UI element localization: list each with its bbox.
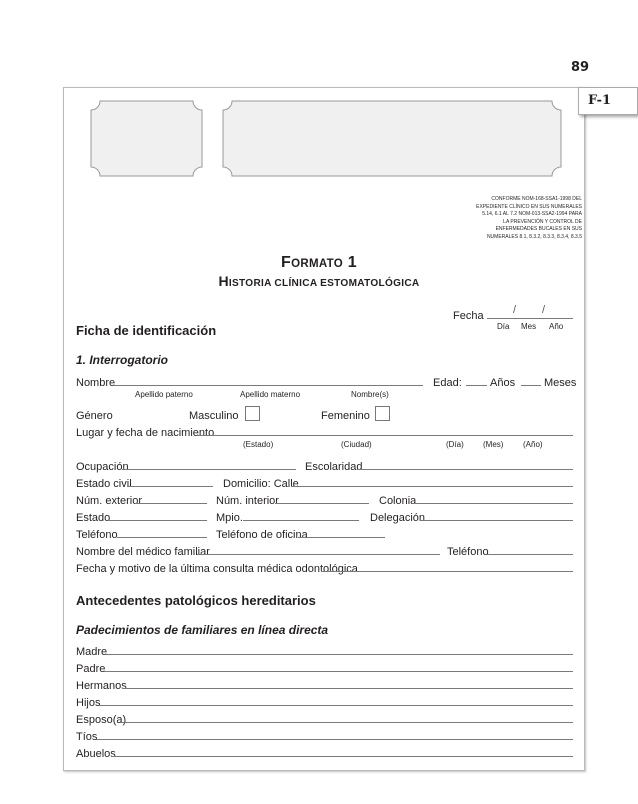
anos-label: Años — [490, 377, 516, 389]
mes-caption: (Mes) — [483, 440, 504, 449]
ocupacion-field[interactable] — [122, 469, 296, 470]
estado-caption: (Estado) — [243, 440, 274, 449]
escolaridad-field[interactable] — [357, 469, 573, 470]
anio-caption: (Año) — [523, 440, 543, 449]
femenino-label: Femenino — [321, 410, 370, 422]
genero-label: Género — [76, 410, 113, 422]
fecha-anio: Año — [549, 322, 564, 331]
edad-anos-field[interactable] — [466, 385, 487, 386]
form-subtitle: HISTORIA CLÍNICA ESTOMATOLÓGICA — [218, 273, 420, 289]
telefono-medico-label: Teléfono — [447, 546, 489, 558]
familiar-abuelos-field[interactable] — [112, 756, 573, 757]
telefono-oficina-label: Teléfono de oficina — [216, 529, 308, 541]
form-title: FORMATO 1 — [281, 254, 357, 271]
nombres-caption: Nombre(s) — [351, 390, 389, 399]
delegacion-label: Delegación — [370, 512, 426, 524]
photo-frame-left — [90, 100, 203, 177]
familiar-hijos-label: Hijos — [76, 697, 101, 709]
fecha-label: Fecha — [453, 310, 484, 322]
dia-caption: (Día) — [446, 440, 464, 449]
familiar-madre-label: Madre — [76, 646, 108, 658]
familiar-padre-label: Padre — [76, 663, 106, 675]
norm-line: 5.14, 6.1 AL 7.2 NOM-013-SSA2-1994 PARA — [482, 211, 582, 218]
num-exterior-label: Núm. exterior — [76, 495, 143, 507]
lugar-nacimiento-label: Lugar y fecha de nacimiento — [76, 427, 215, 439]
edad-meses-field[interactable] — [521, 385, 541, 386]
ultima-consulta-label: Fecha y motivo de la última consulta médica odontológica — [76, 563, 358, 575]
norm-line: EXPEDIENTE CLÍNICO EN SUS NUMERALES — [476, 203, 582, 210]
fecha-dia: Día — [497, 322, 510, 331]
estado-civil-label: Estado civil — [76, 478, 132, 490]
familiar-padre-field[interactable] — [104, 671, 573, 672]
apellido-materno-caption: Apellido materno — [240, 390, 301, 399]
norm-line: NUMERALES 8.1, 8.3.2, 8.3.3, 8.3.4, 8.3.5 — [486, 233, 582, 240]
edad-label: Edad: — [433, 377, 462, 389]
masculino-checkbox[interactable] — [245, 406, 260, 421]
fecha-mes: Mes — [521, 322, 537, 331]
domicilio-label: Domicilio: Calle — [223, 478, 299, 490]
ciudad-caption: (Ciudad) — [341, 440, 372, 449]
femenino-checkbox[interactable] — [375, 406, 390, 421]
telefono-oficina-field[interactable] — [298, 537, 385, 538]
mpio-label: Mpio. — [216, 512, 243, 524]
ficha-heading: Ficha de identificación — [76, 323, 217, 338]
num-interior-label: Núm. interior — [216, 495, 279, 507]
estado-civil-field[interactable] — [127, 486, 213, 487]
telefono-label: Teléfono — [76, 529, 118, 541]
familiar-abuelos-label: Abuelos — [76, 748, 116, 760]
mpio-field[interactable] — [243, 520, 359, 521]
delegacion-field[interactable] — [420, 520, 573, 521]
meses-label: Meses — [544, 377, 577, 389]
lugar-nacimiento-field[interactable] — [197, 435, 573, 436]
estado-label: Estado — [76, 512, 111, 524]
date-separator: / — [513, 304, 517, 316]
fecha-field[interactable] — [487, 318, 573, 319]
familiar-madre-field[interactable] — [106, 654, 573, 655]
telefono-medico-field[interactable] — [487, 554, 573, 555]
ocupacion-label: Ocupación — [76, 461, 129, 473]
antecedentes-heading: Antecedentes patológicos hereditarios — [76, 593, 316, 608]
familiar-esposo-field[interactable] — [120, 722, 573, 723]
familiar-hermanos-label: Hermanos — [76, 680, 127, 692]
familiar-tios-label: Tíos — [76, 731, 98, 743]
form-tab: F-1 — [578, 87, 638, 115]
familiar-tios-field[interactable] — [96, 739, 573, 740]
colonia-label: Colonia — [379, 495, 417, 507]
medico-familiar-field[interactable] — [197, 554, 440, 555]
familiar-esposo-label: Esposo(a) — [76, 714, 127, 726]
padecimientos-heading: Padecimientos de familiares en línea directa — [76, 623, 329, 637]
nombre-field[interactable] — [113, 385, 423, 386]
apellido-paterno-caption: Apellido paterno — [135, 390, 193, 399]
masculino-label: Masculino — [189, 410, 239, 422]
escolaridad-label: Escolaridad — [305, 461, 363, 473]
norm-line: LA PREVENCIÓN Y CONTROL DE — [503, 218, 582, 225]
norm-reference — [442, 196, 582, 242]
ultima-consulta-field[interactable] — [321, 571, 573, 572]
familiar-hermanos-field[interactable] — [122, 688, 573, 689]
estado-field[interactable] — [109, 520, 207, 521]
page-number: 89 — [571, 60, 590, 75]
norm-line: ENFERMEDADES BUCALES EN SUS — [495, 226, 582, 233]
nombre-label: Nombre — [76, 377, 116, 389]
colonia-field[interactable] — [412, 503, 573, 504]
num-interior-field[interactable] — [275, 503, 369, 504]
date-separator: / — [542, 304, 546, 316]
norm-line: CONFORME NOM-168-SSA1-1998 DEL — [491, 196, 582, 202]
data-frame-right — [222, 100, 562, 177]
domicilio-field[interactable] — [291, 486, 573, 487]
medico-familiar-label: Nombre del médico familiar — [76, 546, 210, 558]
num-exterior-field[interactable] — [135, 503, 207, 504]
interrogatorio-heading: 1. Interrogatorio — [76, 353, 169, 367]
telefono-field[interactable] — [117, 537, 207, 538]
familiar-hijos-field[interactable] — [99, 705, 573, 706]
